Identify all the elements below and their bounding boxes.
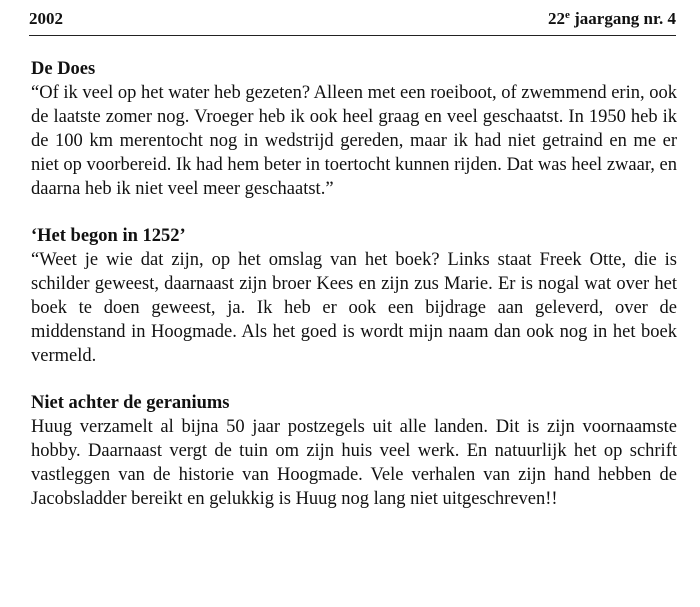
volume-suffix: e: [565, 9, 570, 21]
section-heading: De Does: [31, 59, 96, 79]
section-niet-achter: [31, 391, 677, 511]
header-year: 2002: [29, 9, 63, 28]
section-de-does: [31, 57, 677, 201]
header-issue: [548, 9, 676, 29]
section-heading: ‘Het begon in 1252’: [31, 226, 186, 246]
section-paragraph: “Of ik veel op het water heb gezeten? Alleen met een roeiboot, of zwemmend erin, ook de laatste zomer nog. Vroeger heb ik ook heel graag en veel geschaatst. In 1950 heb ik de 100 km merentocht nog in wedstrijd gereden, maar ik had niet getraind en me er niet op voorbereid. Ik had hem beter in toertocht kunnen rijden. Dat was heel zwaar, en daarna heb ik niet veel meer geschaatst.”: [31, 83, 677, 199]
page-header: [29, 9, 676, 36]
section-heading: Niet achter de geraniums: [31, 393, 230, 413]
section-paragraph: “Weet je wie dat zijn, op het omslag van het boek? Links staat Freek Otte, die is schilder geweest, daarnaast zijn broer Kees en zijn zus Marie. Er is nogal wat over het boek te doen geweest, ja. Ik heb er ook een bijdrage aan geleverd, over de middenstand in Hoogmade. Als het goed is wordt mijn naam dan ook nog in het boek vermeld.: [31, 250, 677, 366]
issue-text: jaargang nr. 4: [569, 9, 676, 28]
section-het-begon: [31, 224, 677, 368]
article-content: [31, 57, 677, 534]
section-paragraph: Huug verzamelt al bijna 50 jaar postzegels uit alle landen. Dit is zijn voornaamste hobby. Daarnaast vergt de tuin om zijn huis veel werk. En natuurlijk het op schrift vastleggen van de historie van Hoogmade. Vele verhalen van zijn hand hebben de Jacobsladder bereikt en gelukkig is Huug nog lang niet uitgeschreven!!: [31, 417, 677, 509]
volume-number: 22: [548, 9, 565, 28]
